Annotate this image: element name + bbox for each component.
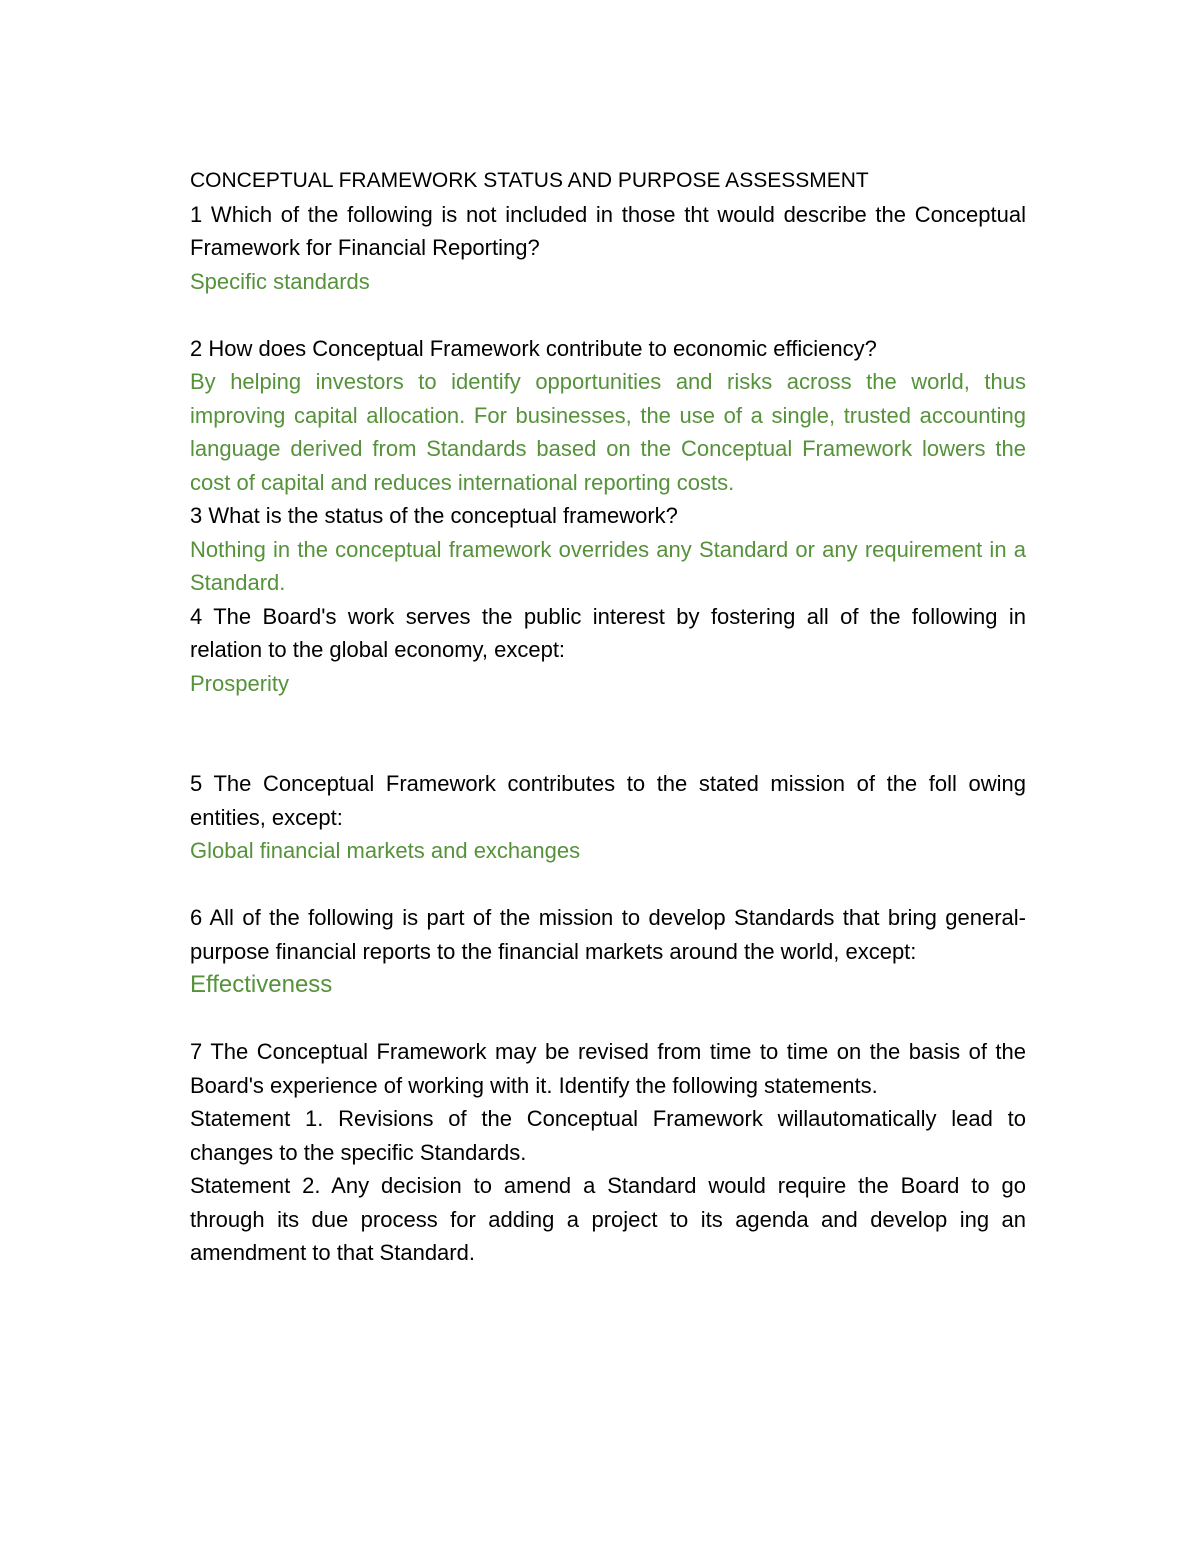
- paragraph-spacer: [190, 700, 1026, 767]
- document-page: [190, 164, 1026, 1270]
- question-3: 3 What is the status of the conceptual framework?: [190, 503, 678, 528]
- answer-4: Prosperity: [190, 670, 290, 696]
- paragraph-spacer: [190, 1002, 1026, 1036]
- answer-2: By helping investors to identify opportunities and risks across the world, thus improving capital allocation. For businesses, the use of a single, trusted accounting language derived from Standards based on the Conceptual Framework lowers the cost of capital and reduces international reporting costs.: [190, 369, 1026, 495]
- document-title: CONCEPTUAL FRAMEWORK STATUS AND PURPOSE ASSESSMENT: [190, 169, 869, 192]
- answer-3: Nothing in the conceptual framework overrides any Standard or any requirement in a Standard.: [190, 536, 1026, 595]
- question-5: 5 The Conceptual Framework contributes to the stated mission of the foll owing entities, except:: [190, 771, 1026, 830]
- paragraph-spacer: [190, 298, 1026, 332]
- question-4: 4 The Board's work serves the public interest by fostering all of the following in relation to the global economy, except:: [190, 603, 1026, 662]
- question-7: 7 The Conceptual Framework may be revised from time to time on the basis of the Board's experience of working with it. Identify the following statements.: [190, 1039, 1026, 1098]
- question-6: 6 All of the following is part of the mission to develop Standards that bring general-purpose financial reports to the financial markets around the world, except:: [190, 905, 1026, 964]
- answer-6: Effectiveness: [190, 971, 333, 998]
- answer-5: Global financial markets and exchanges: [190, 838, 581, 863]
- statement-1: Statement 1. Revisions of the Conceptual Framework willautomatically lead to changes to the specific Standards.: [190, 1106, 1026, 1165]
- answer-1: Specific standards: [190, 268, 370, 294]
- question-2: 2 How does Conceptual Framework contribute to economic efficiency?: [190, 335, 877, 361]
- paragraph-spacer: [190, 868, 1026, 902]
- question-1: 1 Which of the following is not included in those tht would describe the Conceptual Framework for Financial Reporting?: [190, 201, 1026, 260]
- statement-2: Statement 2. Any decision to amend a Standard would require the Board to go through its due process for adding a project to its agenda and develop ing an amendment to that Standard.: [190, 1173, 1026, 1265]
